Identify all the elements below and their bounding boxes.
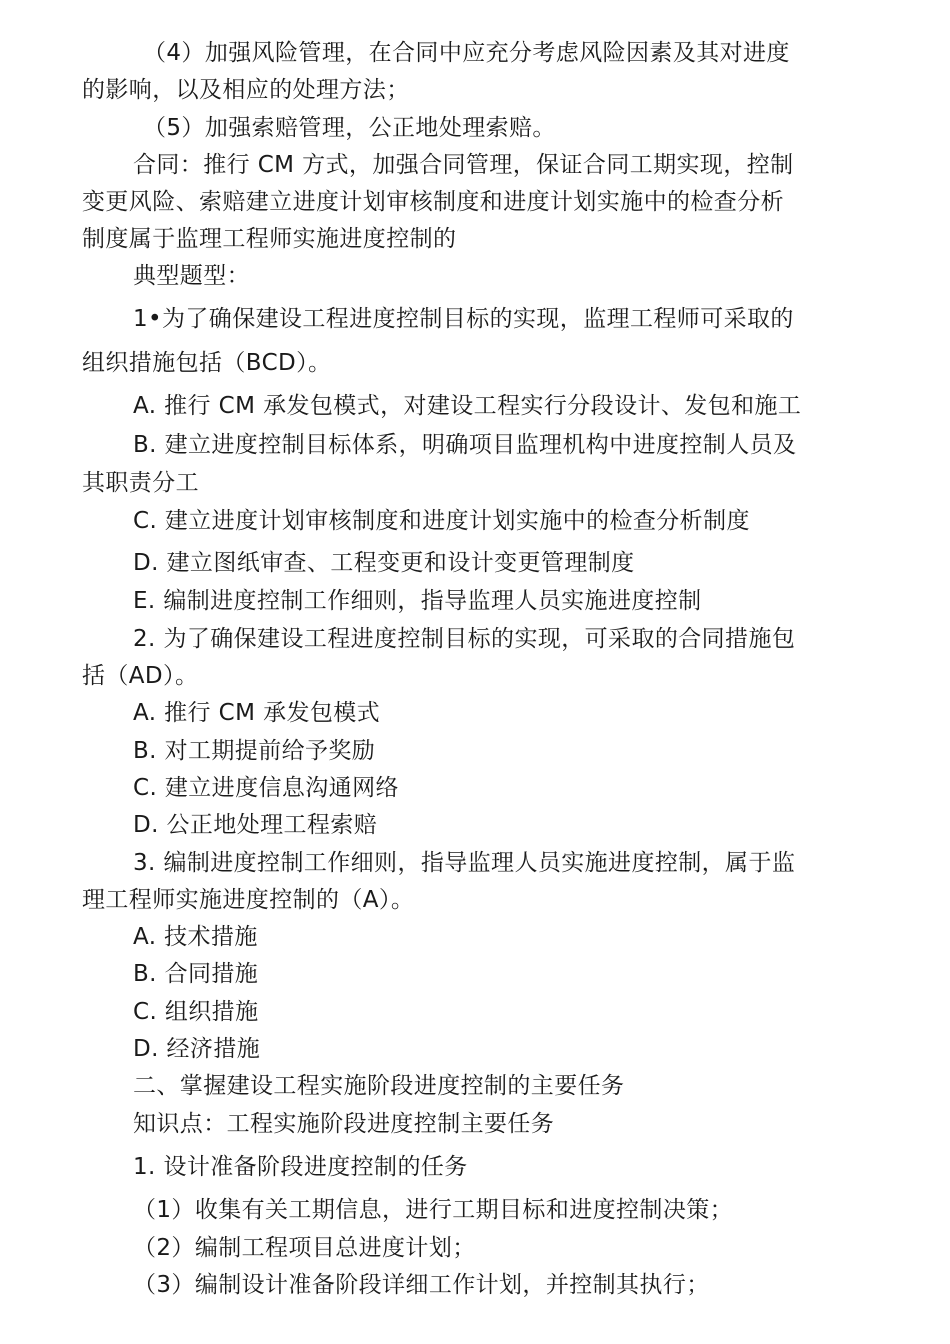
text-line: 制度属于监理工程师实施进度控制的 — [82, 226, 457, 252]
text-line: 的影响，以及相应的处理方法； — [82, 77, 410, 103]
text-line: B. 合同措施 — [133, 961, 259, 987]
text-line: 合同：推行 CM 方式，加强合同管理，保证合同工期实现，控制 — [133, 152, 794, 178]
text-line: B. 对工期提前给予奖励 — [133, 738, 376, 764]
text-line: （4）加强风险管理，在合同中应充分考虑风险因素及其对进度 — [143, 40, 790, 66]
text-line: 组织措施包括（BCD）。 — [82, 350, 332, 376]
text-line: （3）编制设计准备阶段详细工作计划，并控制其执行； — [133, 1272, 710, 1298]
text-line: 理工程师实施进度控制的（A）。 — [82, 887, 415, 913]
text-line: A. 推行 CM 承发包模式，对建设工程实行分段设计、发包和施工 — [133, 393, 802, 419]
text-line: 括（AD）。 — [82, 663, 199, 689]
text-line: C. 建立进度计划审核制度和进度计划实施中的检查分析制度 — [133, 508, 750, 534]
text-line: 典型题型： — [133, 263, 250, 289]
text-line: （2）编制工程项目总进度计划； — [133, 1235, 476, 1261]
text-line: D. 建立图纸审查、工程变更和设计变更管理制度 — [133, 550, 635, 576]
text-line: （1）收集有关工期信息，进行工期目标和进度控制决策； — [133, 1197, 734, 1223]
text-line: D. 公正地处理工程索赔 — [133, 812, 378, 838]
text-line: 3. 编制进度控制工作细则，指导监理人员实施进度控制，属于监 — [133, 850, 796, 876]
text-line: C. 组织措施 — [133, 999, 259, 1025]
text-line: 2. 为了确保建设工程进度控制目标的实现，可采取的合同措施包 — [133, 626, 796, 652]
text-line: 其职责分工 — [82, 470, 199, 496]
text-line: 二、掌握建设工程实施阶段进度控制的主要任务 — [133, 1073, 625, 1099]
text-line: A. 推行 CM 承发包模式 — [133, 700, 381, 726]
text-line: E. 编制进度控制工作细则，指导监理人员实施进度控制 — [133, 588, 702, 614]
text-line: 知识点：工程实施阶段进度控制主要任务 — [133, 1111, 555, 1137]
text-line: 1•为了确保建设工程进度控制目标的实现，监理工程师可采取的 — [133, 306, 794, 332]
text-line: B. 建立进度控制目标体系，明确项目监理机构中进度控制人员及 — [133, 432, 797, 458]
text-line: D. 经济措施 — [133, 1036, 261, 1062]
text-line: （5）加强索赔管理，公正地处理索赔。 — [143, 115, 556, 141]
text-line: A. 技术措施 — [133, 924, 258, 950]
text-line: C. 建立进度信息沟通网络 — [133, 775, 399, 801]
text-line: 变更风险、索赔建立进度计划审核制度和进度计划实施中的检查分析 — [82, 189, 784, 215]
text-line: 1. 设计准备阶段进度控制的任务 — [133, 1154, 468, 1180]
